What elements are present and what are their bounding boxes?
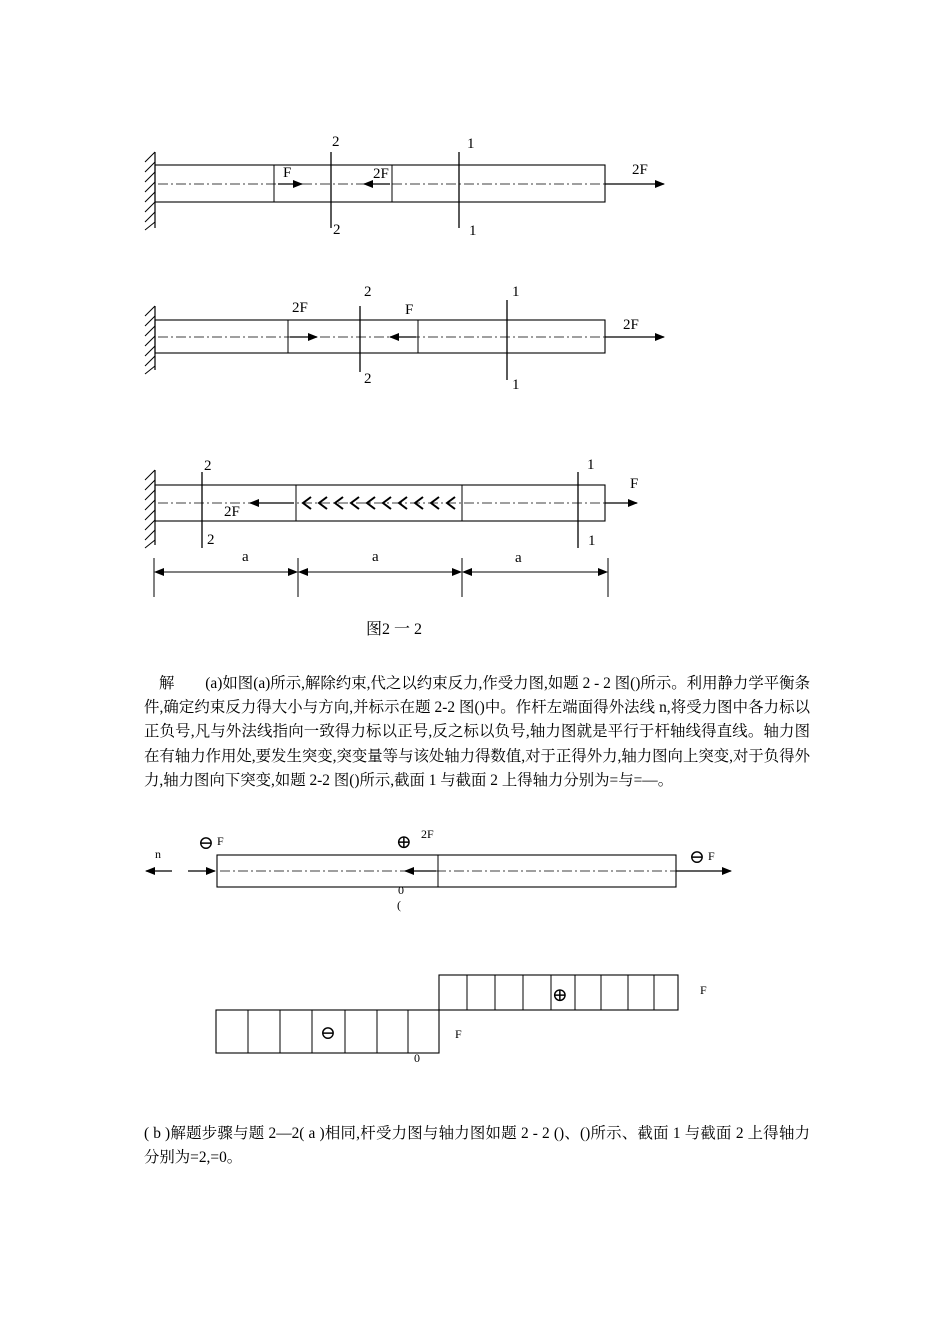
section-label: 1 (467, 136, 475, 152)
force-label: F (405, 302, 414, 318)
origin-label: 0 (398, 883, 404, 897)
section-label: 1 (587, 457, 595, 473)
wall-hatch (145, 152, 155, 230)
force-label: F (283, 165, 292, 181)
figure-b (145, 284, 664, 393)
origin-label: 0 (414, 1051, 420, 1065)
section-label: 2 (204, 458, 212, 474)
value-label: F (455, 1027, 462, 1041)
force-label: 2F (632, 162, 648, 178)
force-label: F (708, 849, 715, 863)
section-label: 2 (364, 371, 372, 387)
section-label: 1 (588, 533, 596, 549)
solution-paragraph: 解 (a)如图(a)所示,解除约束,代之以约束反力,作受力图,如题 2 - 2 图()所示。利用静力学平衡条件,确定约束反力得大小与方向,并标示在题 2-2 图()中。作杆左端面得外法线 n,将受力图中各力标以正负号,凡与外法线指向一致得力标以正号,反之标以负号,轴力图就是平行于杆轴线得直线。轴力图在有轴力作用处,要发生突变,突变量等与该处轴力得数值,对于正得外力,轴力图向上突变,对于负得外力,轴力图向下突变,如题 2-2 图()所示,截面 1 与截面 2 上得轴力分别为=与=—。 (144, 675, 810, 789)
section-label: 2 (333, 222, 341, 238)
paren-label: ( (397, 898, 401, 912)
dimension-label: a (515, 550, 522, 566)
figure-c (145, 457, 638, 597)
dimension-label: a (242, 549, 249, 565)
force-label: 2F (421, 827, 434, 841)
value-label: F (700, 983, 707, 997)
section-label: 1 (512, 284, 520, 300)
wall-hatch (145, 306, 155, 374)
section-label: 1 (469, 223, 477, 239)
normal-label: n (155, 847, 161, 861)
minus-sign: ⊖ (198, 833, 214, 854)
force-label: 2F (623, 317, 639, 333)
section-label: 1 (512, 377, 520, 393)
figure-caption: 图2 一 2 (366, 621, 423, 638)
dimension-label: a (372, 549, 379, 565)
plus-sign: ⊕ (396, 832, 412, 853)
force-label: F (217, 834, 224, 848)
section-label: 2 (332, 134, 340, 150)
figure-a (145, 134, 664, 239)
solution-paragraph-b: ( b )解题步骤与题 2—2( a )相同,杆受力图与轴力图如题 2 - 2 ()、()所示、截面 1 与截面 2 上得轴力分别为=2,=0。 (144, 1125, 810, 1167)
force-label: 2F (373, 166, 389, 182)
free-body-diagram (146, 827, 731, 912)
force-label: 2F (224, 504, 240, 520)
minus-sign: ⊖ (320, 1023, 336, 1044)
section-label: 2 (364, 284, 372, 300)
minus-sign: ⊖ (689, 847, 705, 868)
plus-sign: ⊕ (552, 985, 568, 1006)
force-label: 2F (292, 300, 308, 316)
wall-hatch (145, 470, 155, 548)
section-label: 2 (207, 532, 215, 548)
force-label: F (630, 476, 639, 492)
axial-force-diagram (216, 975, 707, 1065)
bar (155, 320, 605, 353)
